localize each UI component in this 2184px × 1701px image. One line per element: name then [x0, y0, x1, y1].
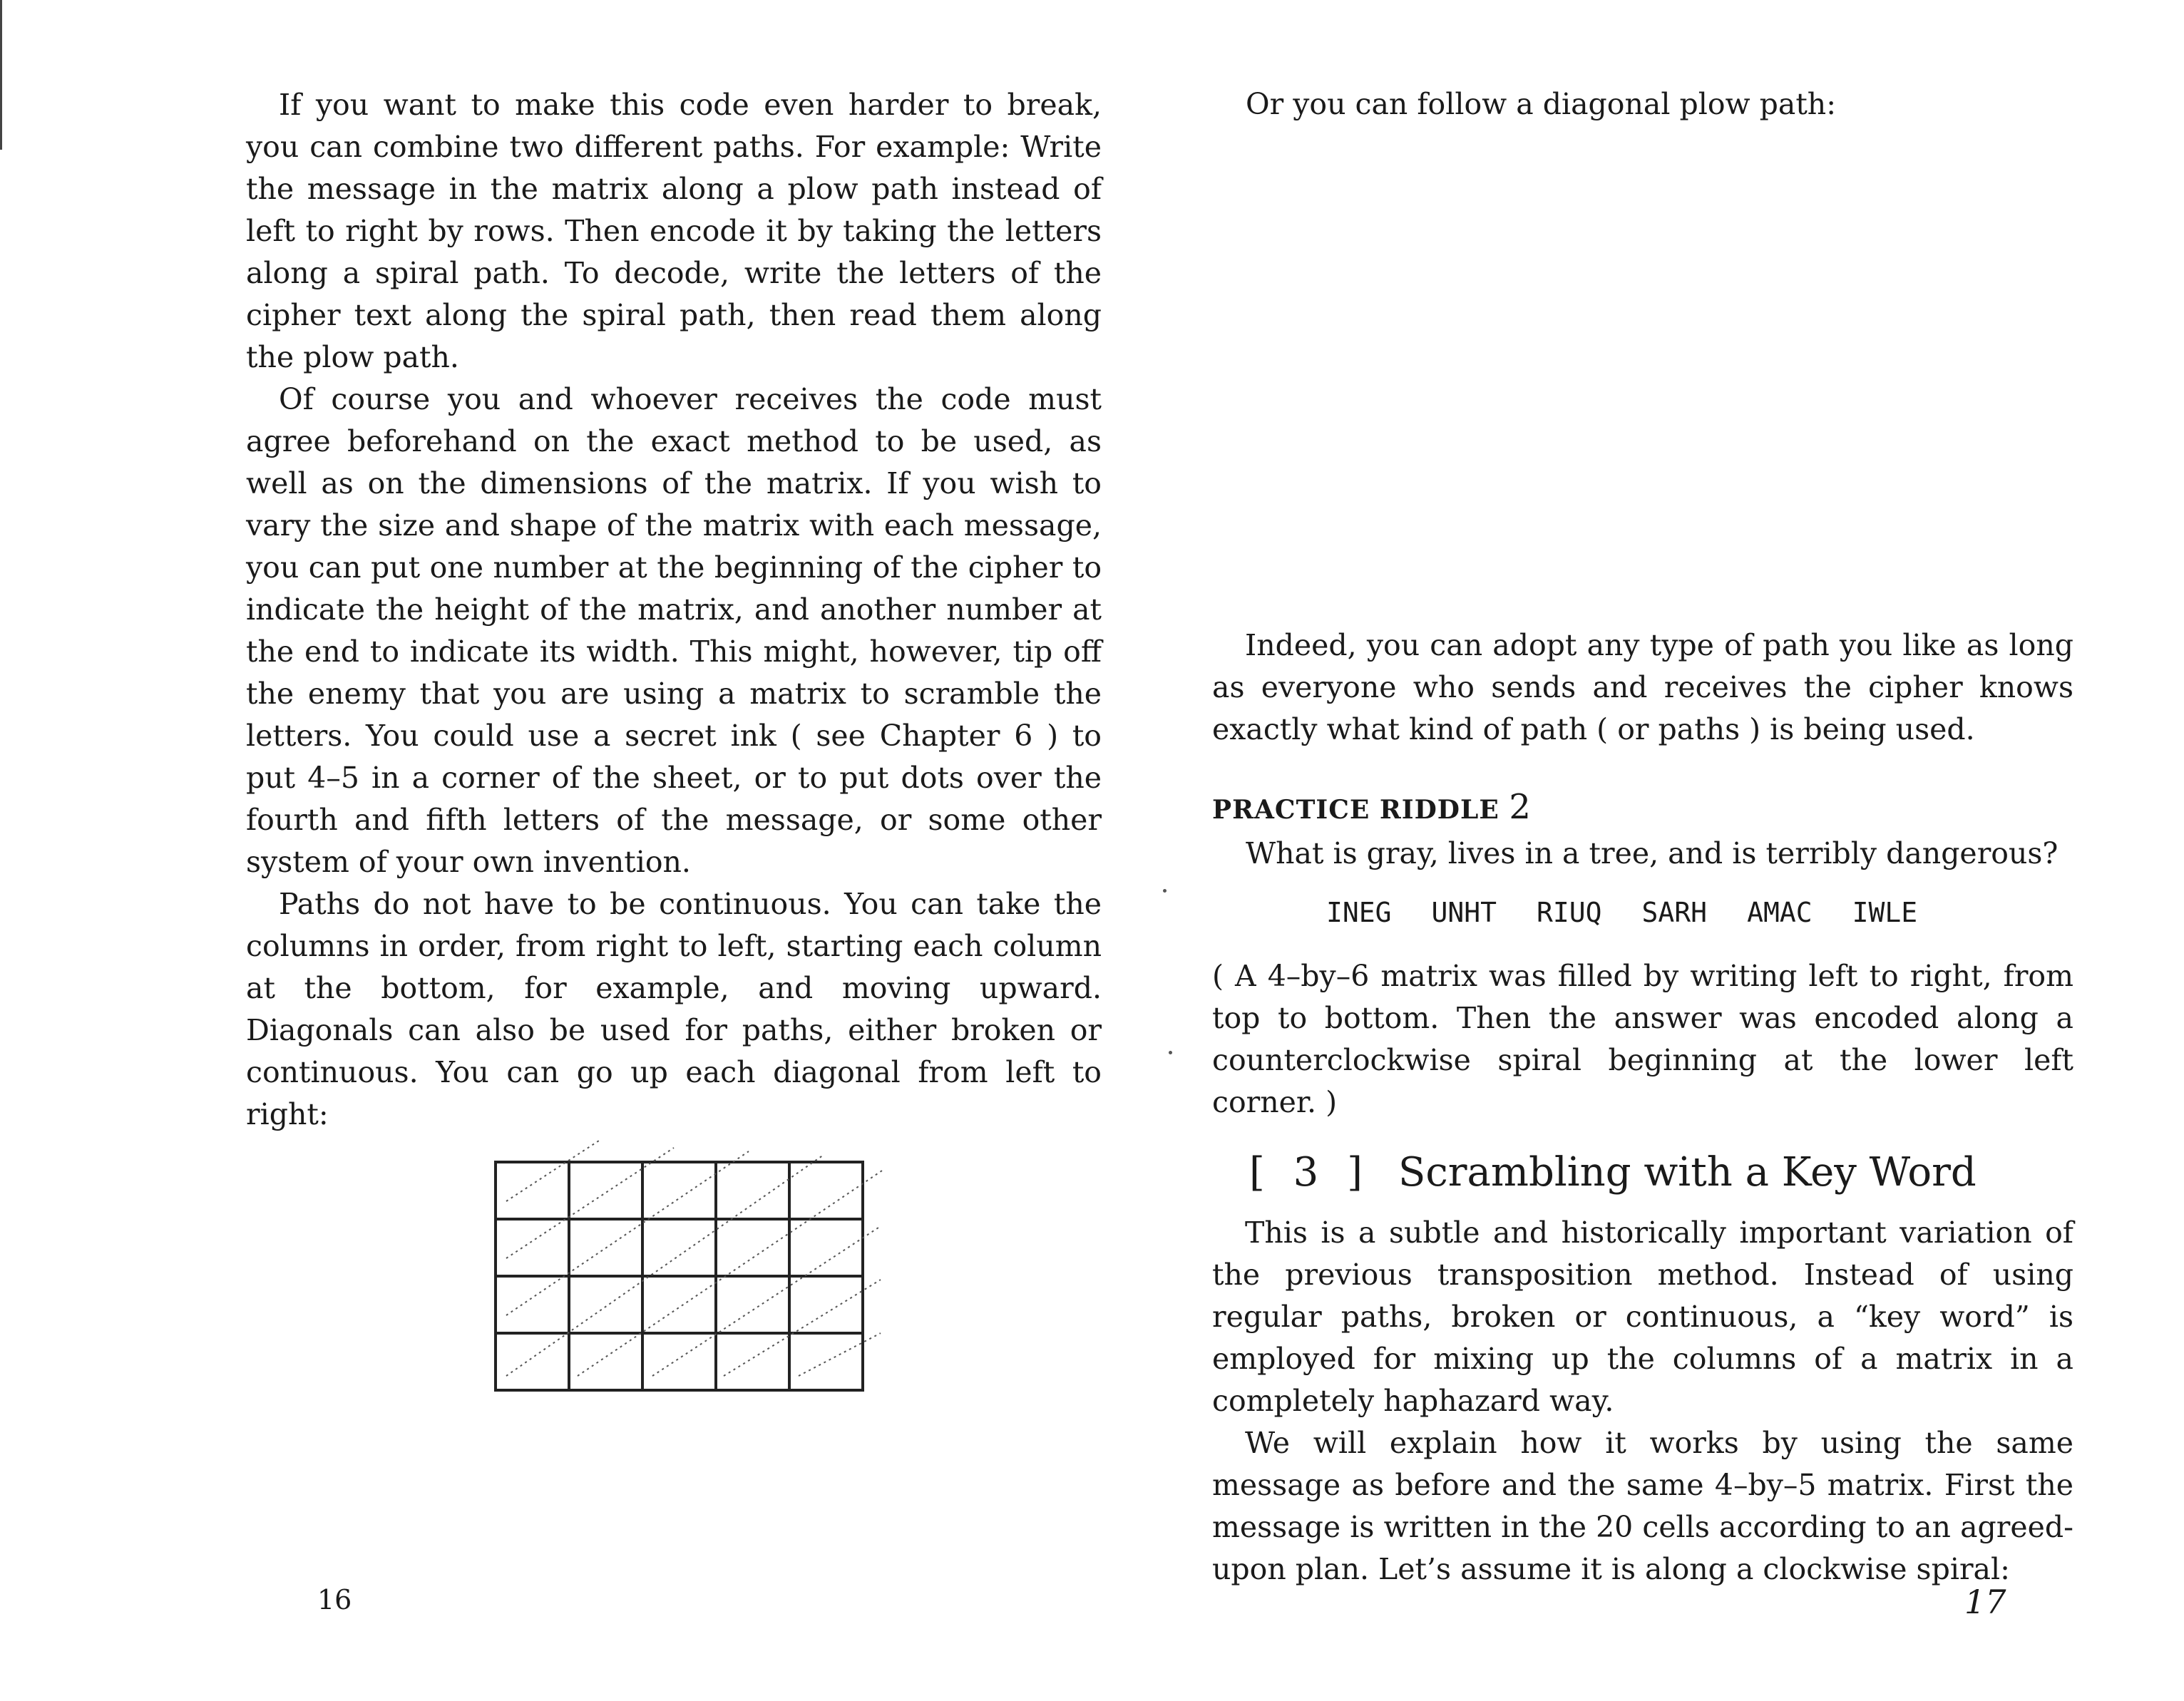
paragraph-3: Paths do not have to be continuous. You can take the columns in order, from right to left, starting each column at the bottom, for example, and moving upward. Diagonals can also be used for paths, either broken or continuous. You can go up each diagonal from left to right: — [246, 887, 1102, 1131]
margin-rule — [0, 0, 2, 150]
paragraph-2: Of course you and whoever receives the code must agree beforehand on the exact method to be used, as well as on the dimensions of the matrix. If you wish to vary the size and shape of the matrix with each message, you can put one number at the beginning of the cipher to indicate the height of the matrix, and another number at the end to indicate its width. This might, however, tip off the enemy that you are using a matrix to scramble the letters. You could use a secret ink ( see Chapter 6 ) to put 4–5 in a corner of the sheet, or to put dots over the fourth and fifth letters of the message, or some other system of your own invention. — [246, 382, 1102, 879]
section-body-text — [1212, 1212, 2073, 1590]
cipher-group: SARH — [1641, 897, 1708, 928]
section-paragraph-2: We will explain how it works by using the same message as before and the same 4–by–5 matrix. First the message is written in the 20 cells according to an agreed-upon plan. Let’s assume it is along a clockwise spiral: — [1212, 1426, 2073, 1586]
cipher-group: RIUQ — [1537, 897, 1602, 928]
section-number — [1249, 1149, 1363, 1196]
riddle-heading-label: PRACTICE RIDDLE — [1212, 795, 1499, 825]
paragraph: Indeed, you can adopt any type of path you like as long as everyone who sends and receives the cipher knows exactly what kind of path ( or paths ) is being used. — [1212, 628, 2073, 746]
diagonal-up-matrix-figure — [492, 1119, 891, 1419]
cipher-group: AMAC — [1747, 897, 1813, 928]
riddle-heading — [1212, 787, 1532, 827]
cipher-group: INEG — [1326, 897, 1392, 928]
bracket-close: ] — [1347, 1149, 1363, 1196]
right-page — [1091, 0, 2184, 1701]
section-paragraph-1: This is a subtle and historically important variation of the previous transposition method. Instead of using regular paths, broken or continuous, a “key word” is employed for mixing up the columns of a matrix in a completely haphazard way. — [1212, 1216, 2073, 1418]
section-number-value: 3 — [1293, 1149, 1319, 1196]
section-heading — [1249, 1149, 1977, 1196]
cipher-group: IWLE — [1852, 897, 1918, 928]
riddle-number: 2 — [1509, 787, 1532, 827]
section-title: Scrambling with a Key Word — [1398, 1149, 1977, 1196]
cipher-group: UNHT — [1431, 897, 1497, 928]
page-number: 17 — [1964, 1583, 2006, 1621]
riddle-question: What is gray, lives in a tree, and is terribly dangerous? — [1246, 836, 2059, 870]
bracket-open: [ — [1249, 1149, 1265, 1196]
figure-intro-text: Or you can follow a diagonal plow path: — [1246, 87, 1837, 121]
riddle-note-text: ( A 4–by–6 matrix was filled by writing left to right, from top to bottom. Then the answer was encoded along a counterclockwise spiral beginning at the lower left corner. ) — [1212, 959, 2073, 1119]
path-conclusion-text — [1212, 625, 2073, 751]
page-number: 16 — [317, 1584, 352, 1615]
paragraph-1: If you want to make this code even harder to break, you can combine two different paths. For example: Write the message in the matrix along a plow path instead of left to right by rows. Then encode it by taking the letters along a spiral path. To decode, write the letters of the cipher text along the spiral path, then read them along the plow path. — [246, 88, 1102, 374]
cipher-text — [1326, 897, 1917, 928]
left-body-text — [246, 84, 1102, 1136]
riddle-note — [1212, 955, 2073, 1124]
